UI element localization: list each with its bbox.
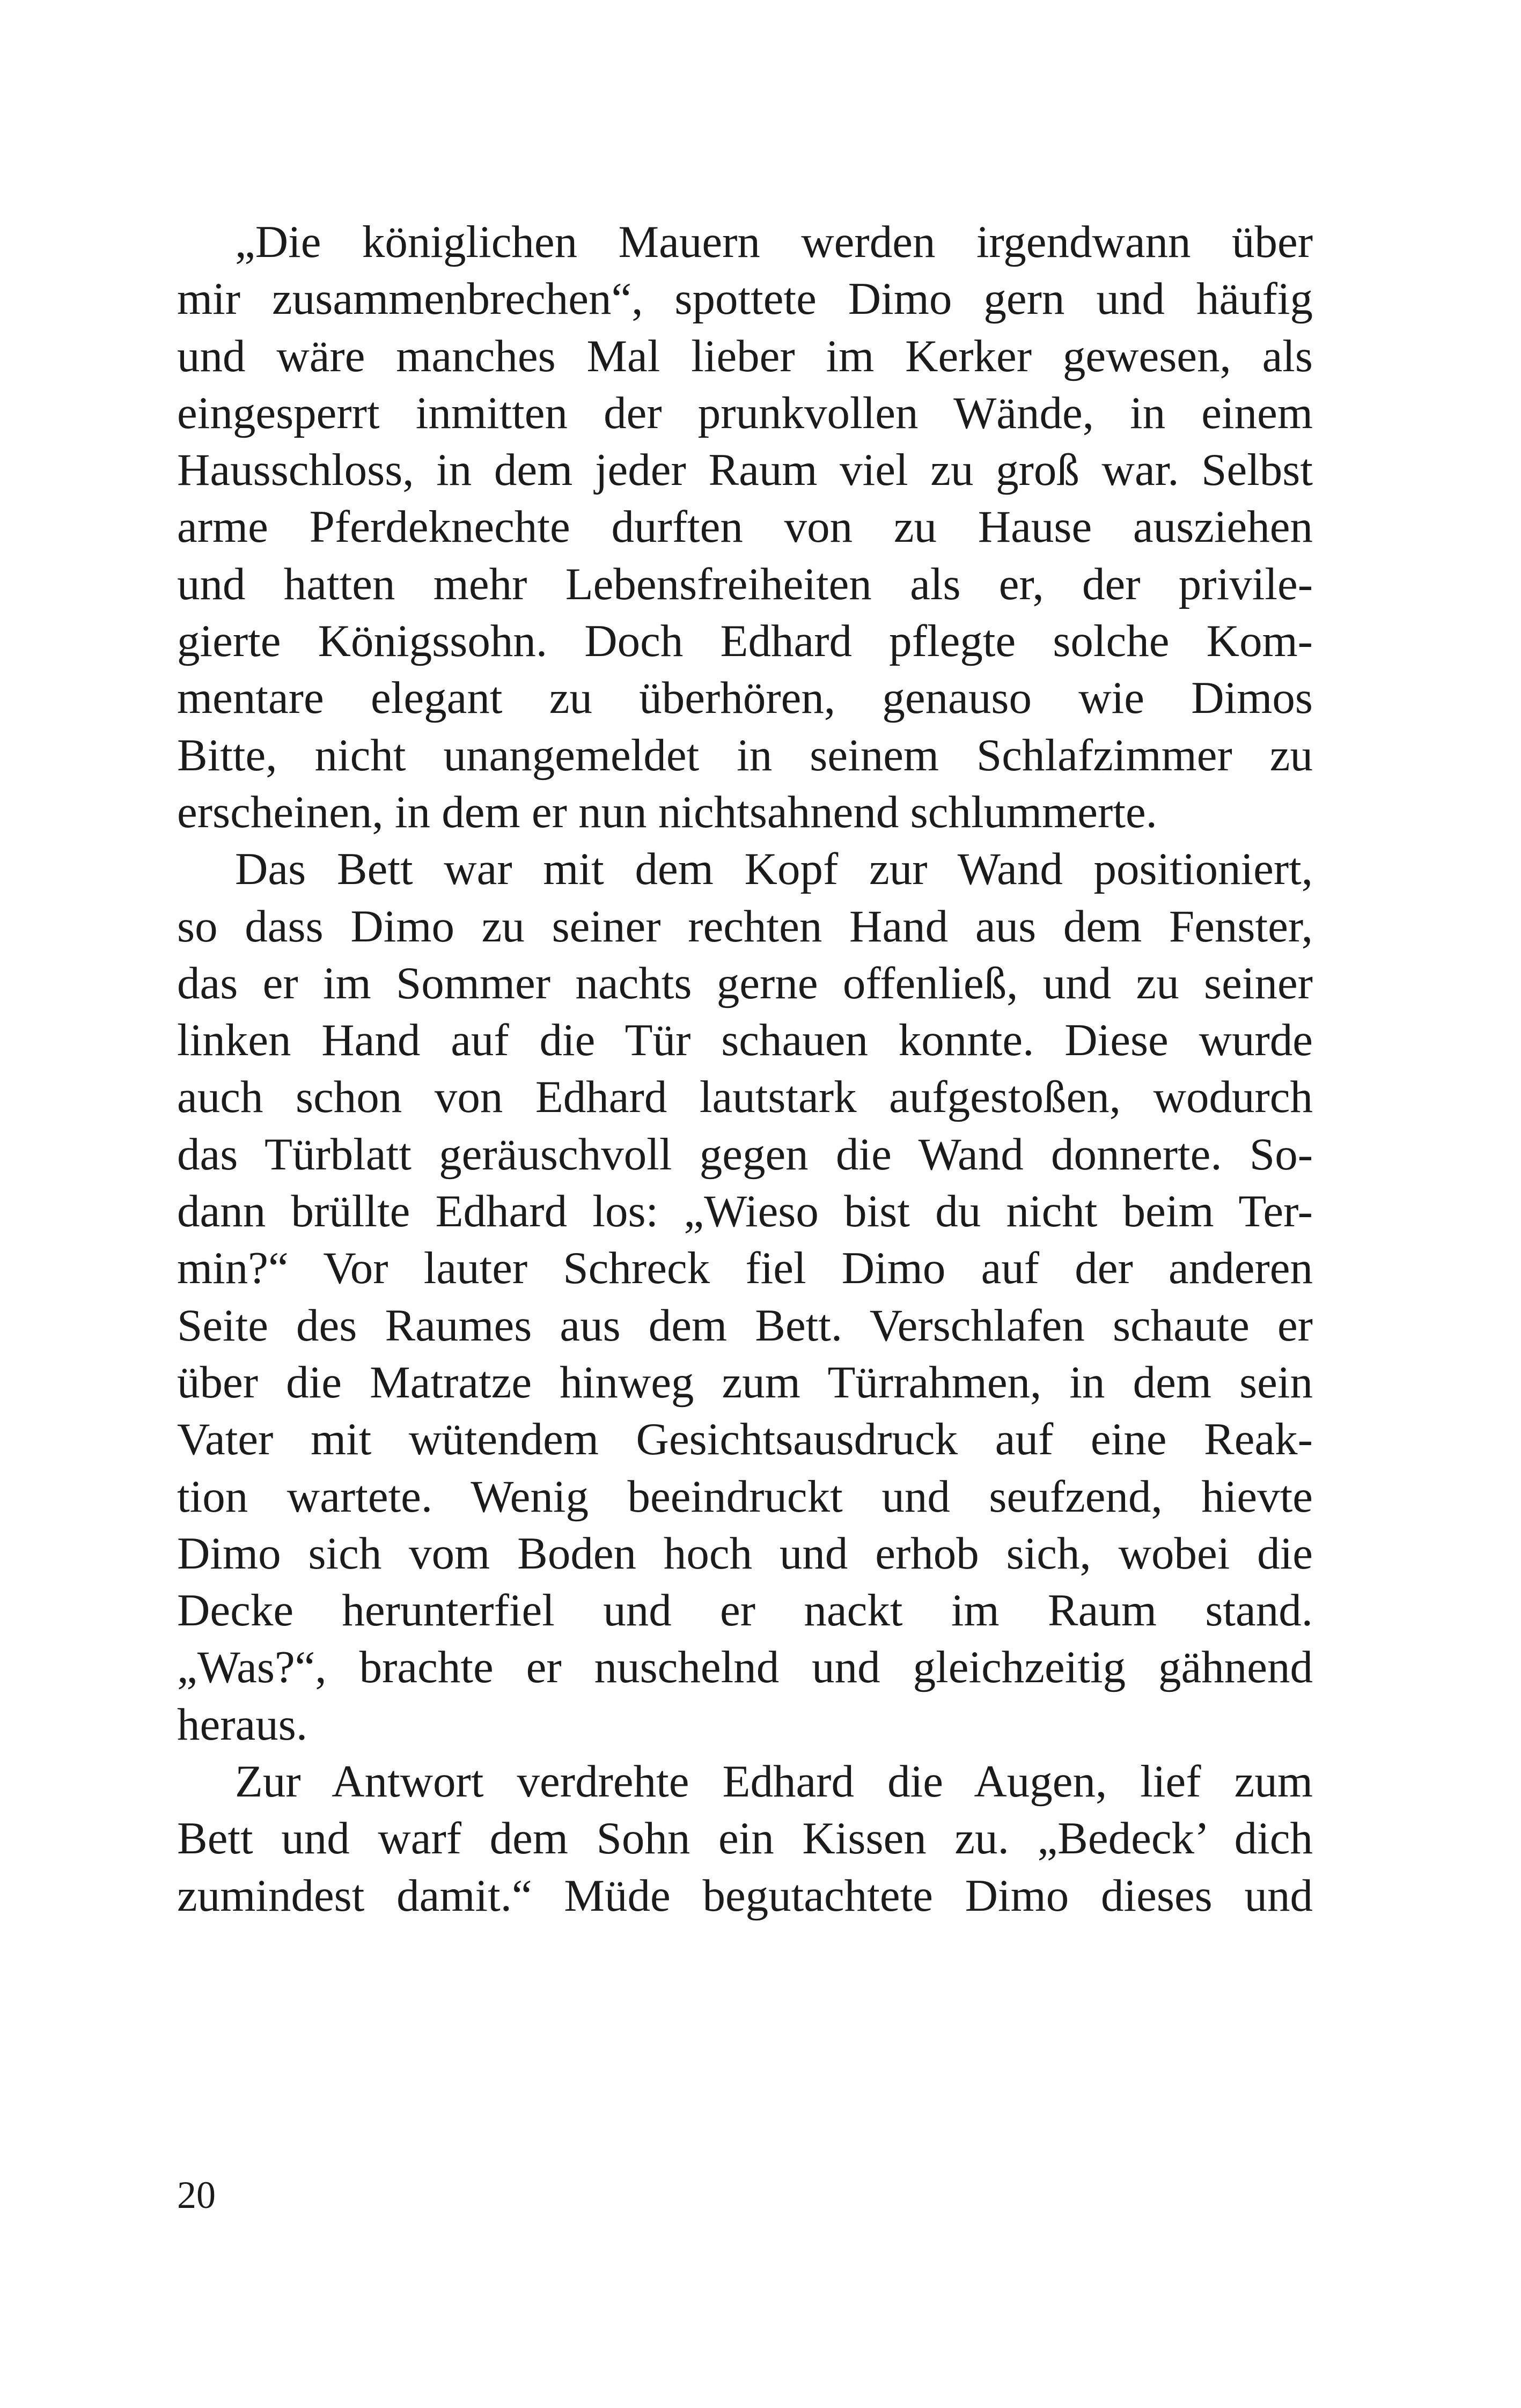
text-line: min?“ Vor lauter Schreck fiel Dimo auf der anderen (177, 1243, 1313, 1294)
text-line: und hatten mehr Lebensfreiheiten als er, der privile- (177, 558, 1313, 609)
text-line: auch schon von Edhard lautstark aufgestoßen, wodurch (177, 1072, 1313, 1123)
text-line: Das Bett war mit dem Kopf zur Wand positioniert, (235, 844, 1313, 895)
text-line: Zur Antwort verdrehte Edhard die Augen, lief zum (235, 1756, 1313, 1807)
text-line: Bett und warf dem Sohn ein Kissen zu. „Bedeck’ dich (177, 1813, 1313, 1864)
text-line: „Die königlichen Mauern werden irgendwann über (235, 217, 1313, 267)
text-line: Dimo sich vom Boden hoch und erhob sich, wobei die (177, 1528, 1313, 1579)
text-line: Vater mit wütendem Gesichtsausdruck auf eine Reak- (177, 1414, 1313, 1465)
text-line: Hausschloss, in dem jeder Raum viel zu groß war. Selbst (177, 445, 1313, 496)
paragraph-3 (177, 1753, 1313, 1924)
text-line: über die Matratze hinweg zum Türrahmen, in dem sein (177, 1357, 1313, 1408)
text-line: dann brüllte Edhard los: „Wieso bist du nicht beim Ter- (177, 1186, 1313, 1237)
text-line: mir zusammenbrechen“, spottete Dimo gern und häufig (177, 274, 1313, 325)
text-line: eingesperrt inmitten der prunkvollen Wände, in einem (177, 387, 1313, 438)
text-line: arme Pferdeknechte durften von zu Hause ausziehen (177, 502, 1313, 553)
paragraph-2 (177, 841, 1313, 1753)
text-line: Bitte, nicht unangemeldet in seinem Schlafzimmer zu (177, 730, 1313, 780)
text-line: erscheinen, in dem er nun nichtsahnend schlummerte. (177, 786, 1157, 837)
text-line: tion wartete. Wenig beeindruckt und seufzend, hievte (177, 1471, 1313, 1522)
text-line: das er im Sommer nachts gerne offenließ, und zu seiner (177, 958, 1313, 1008)
text-line: und wäre manches Mal lieber im Kerker gewesen, als (177, 330, 1313, 381)
text-line: so dass Dimo zu seiner rechten Hand aus dem Fenster, (177, 901, 1313, 952)
text-line: Seite des Raumes aus dem Bett. Verschlafen schaute er (177, 1300, 1313, 1351)
text-line: linken Hand auf die Tür schauen konnte. Diese wurde (177, 1015, 1313, 1066)
text-line: „Was?“, brachte er nuschelnd und gleichzeitig gähnend (177, 1642, 1313, 1693)
body-text (177, 213, 1313, 1924)
text-line: das Türblatt geräuschvoll gegen die Wand donnerte. So- (177, 1129, 1313, 1180)
text-line: gierte Königssohn. Doch Edhard pflegte solche Kom- (177, 616, 1313, 667)
text-line: mentare elegant zu überhören, genauso wie Dimos (177, 673, 1313, 724)
text-line: Decke herunterfiel und er nackt im Raum stand. (177, 1585, 1313, 1636)
text-line: zumindest damit.“ Müde begutachtete Dimo dieses und (177, 1870, 1313, 1921)
text-line: heraus. (177, 1699, 308, 1750)
paragraph-1 (177, 213, 1313, 841)
page-number: 20 (177, 2174, 216, 2216)
